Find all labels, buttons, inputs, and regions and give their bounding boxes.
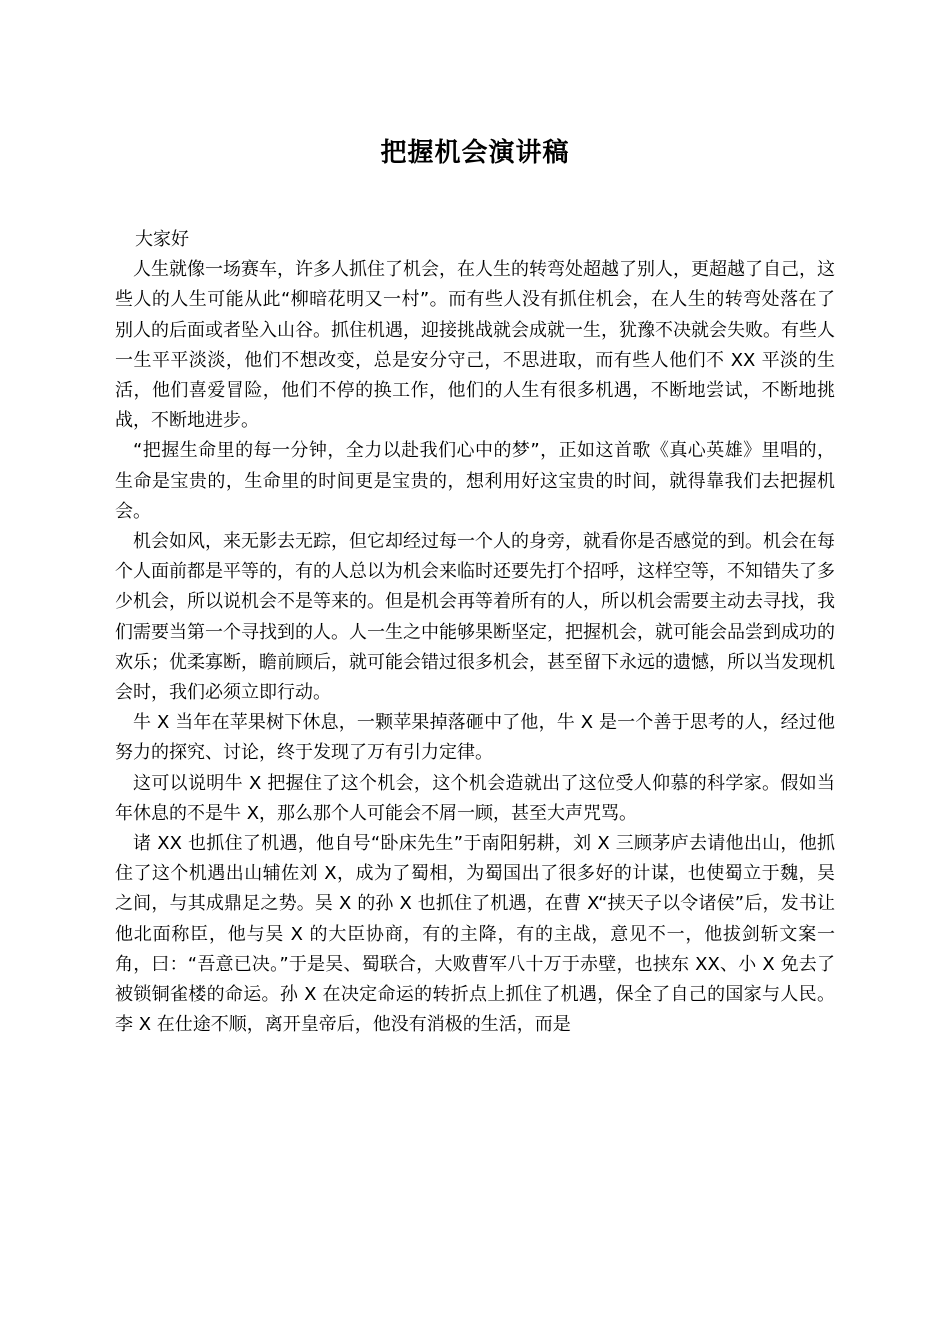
paragraph: 人生就像一场赛车，许多人抓住了机会，在人生的转弯处超越了别人，更超越了自己，这些人的人生可能从此“柳暗花明又一村”。而有些人没有抓住机会，在人生的转弯处落在了别人的后面或者坠入山谷。抓住机遇，迎接挑战就会成就一生，犹豫不决就会失败。有些人一生平平淡淡，他们不想改变，总是安分守己，不思进取，而有些人他们不 XX 平淡的生活，他们喜爱冒险，他们不停的换工作，他们的人生有很多机遇，不断地尝试，不断地挑战，不断地进步。 xyxy=(115,259,835,432)
document-body xyxy=(115,225,835,1040)
paragraph-salutation: 大家好 xyxy=(135,229,189,250)
paragraph: 诸 XX 也抓住了机遇，他自号“卧床先生”于南阳躬耕，刘 X 三顾茅庐去请他出山，他抓住了这个机遇出山辅佐刘 X，成为了蜀相，为蜀国出了很多好的计谋，也使蜀立于魏，吴之间，与其成鼎足之势。吴 X 的孙 X 也抓住了机遇，在曹 X“挟天子以令诸侯”后，发书让他北面称臣，他与吴 X 的大臣协商，有的主降，有的主战，意见不一，他拔剑斩文案一角，曰：“吾意已决。”于是吴、蜀联合，大败曹军八十万于赤壁，也挟东 XX、小 X 免去了被锁铜雀楼的命运。孙 X 在决定命运的转折点上抓住了机遇，保全了自己的国家与人民。李 X 在仕途不顺，离开皇帝后，他没有消极的生活，而是 xyxy=(115,833,835,1036)
paragraph: 这可以说明牛 X 把握住了这个机会，这个机会造就出了这位受人仰慕的科学家。假如当年休息的不是牛 X，那么那个人可能会不屑一顾，甚至大声咒骂。 xyxy=(115,772,835,824)
document-title: 把握机会演讲稿 xyxy=(380,138,570,168)
paragraph: “把握生命里的每一分钟，全力以赴我们心中的梦”，正如这首歌《真心英雄》里唱的，生命是宝贵的，生命里的时间更是宝贵的，想利用好这宝贵的时间，就得靠我们去把握机会。 xyxy=(115,440,835,522)
paragraph: 牛 X 当年在苹果树下休息，一颗苹果掉落砸中了他，牛 X 是一个善于思考的人，经过他努力的探究、讨论，终于发现了万有引力定律。 xyxy=(115,712,835,764)
paragraph: 机会如风，来无影去无踪，但它却经过每一个人的身旁，就看你是否感觉的到。机会在每个人面前都是平等的，有的人总以为机会来临时还要先打个招呼，这样空等，不知错失了多少机会，所以说机会不是等来的。但是机会再等着所有的人，所以机会需要主动去寻找，我们需要当第一个寻找到的人。人一生之中能够果断坚定，把握机会，就可能会品尝到成功的欢乐；优柔寡断，瞻前顾后，就可能会错过很多机会，甚至留下永远的遗憾，所以当发现机会时，我们必须立即行动。 xyxy=(115,531,835,704)
